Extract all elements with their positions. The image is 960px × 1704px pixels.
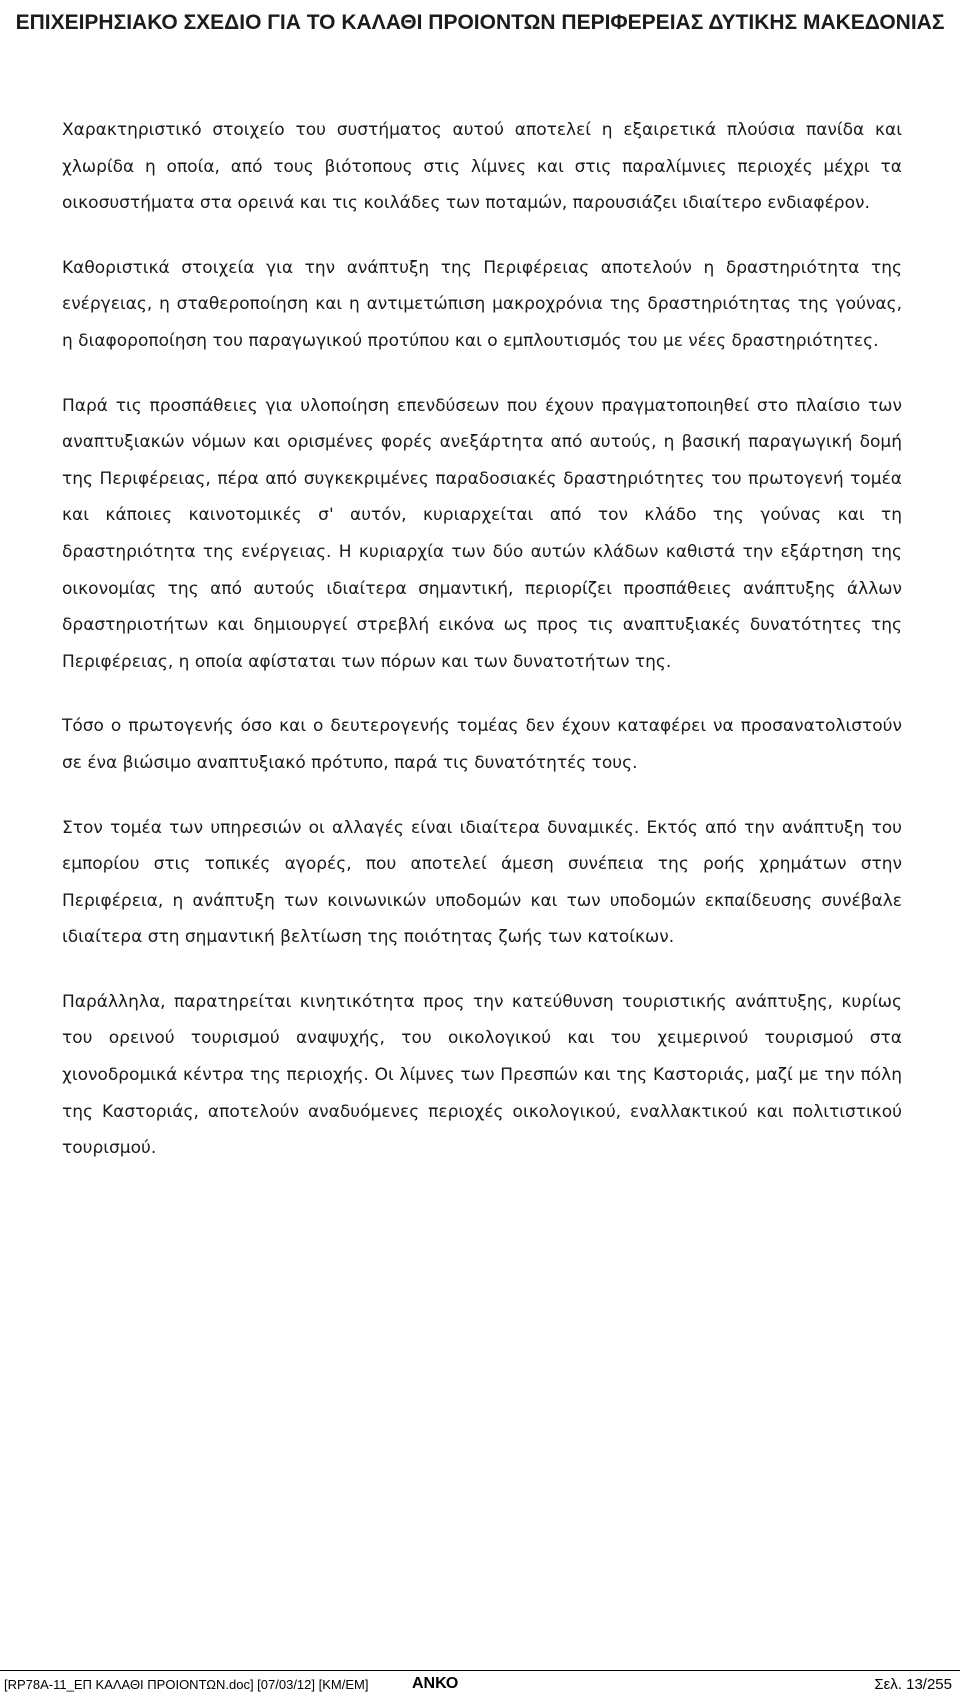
document-body [62,112,902,1195]
document-title: ΕΠΙΧΕΙΡΗΣΙΑΚΟ ΣΧΕΔΙΟ ΓΙΑ ΤΟ ΚΑΛΑΘΙ ΠΡΟΙΟΝΤΩΝ ΠΕΡΙΦΕΡΕΙΑΣ ΔΥΤΙΚΗΣ ΜΑΚΕΔΟΝΙΑΣ [15,11,945,34]
paragraph-1: Χαρακτηριστικό στοιχείο του συστήματος αυτού αποτελεί η εξαιρετικά πλούσια πανίδα και χλωρίδα η οποία, από τους βιότοπους στις λίμνες και στις παραλίμνιες περιοχές μέχρι τα οικοσυστήματα στα ορεινά και τις κοιλάδες των ποταμών, παρουσιάζει ιδιαίτερο ενδιαφέρον. [62,120,902,214]
paragraph-3: Παρά τις προσπάθειες για υλοποίηση επενδύσεων που έχουν πραγματοποιηθεί στο πλαίσιο των αναπτυξιακών νόμων και ορισμένες φορές ανεξάρτητα από αυτούς, η βασική παραγωγική δομή της Περιφέρειας, πέρα από συγκεκριμένες παραδοσιακές δραστηριότητες του πρωτογενή τομέα και κάποιες καινοτομικές σ' αυτόν, κυριαρχείται από τον κλάδο της γούνας και τη δραστηριότητα της ενέργειας. Η κυριαρχία των δύο αυτών κλάδων καθιστά την εξάρτηση της οικονομίας της από αυτούς ιδιαίτερα σημαντική, περιορίζει προσπάθειες ανάπτυξης άλλων δραστηριοτήτων και δημιουργεί στρεβλή εικόνα ως προς τις αναπτυξιακές δυνατότητες της Περιφέρειας, η οποία αφίσταται των πόρων και των δυνατοτήτων της. [62,395,902,672]
footer-page-number: Σελ. 13/255 [874,1676,952,1693]
page-footer [0,1670,960,1700]
footer-divider [0,1670,960,1671]
footer-file-info: [RP78A-11_ΕΠ ΚΑΛΑΘΙ ΠΡΟΙΟΝΤΩΝ.doc] [07/03/12] [KM/EM] [4,1677,369,1692]
paragraph-4: Τόσο ο πρωτογενής όσο και ο δευτερογενής τομέας δεν έχουν καταφέρει να προσανατολιστούν σε ένα βιώσιμο αναπτυξιακό πρότυπο, παρά τις δυνατότητές τους. [62,716,902,773]
footer-company: ΑΝΚΟ [412,1675,459,1692]
paragraph-5: Στον τομέα των υπηρεσιών οι αλλαγές είναι ιδιαίτερα δυναμικές. Εκτός από την ανάπτυξη του εμπορίου στις τοπικές αγορές, που αποτελεί άμεση συνέπεια της ροής χρημάτων στην Περιφέρεια, η ανάπτυξη των κοινωνικών υποδομών και των υποδομών εκπαίδευσης συνέβαλε ιδιαίτερα στη σημαντική βελτίωση της ποιότητας ζωής των κατοίκων. [62,817,902,948]
paragraph-2: Καθοριστικά στοιχεία για την ανάπτυξη της Περιφέρειας αποτελούν η δραστηριότητα της ενέργειας, η σταθεροποίηση και η αντιμετώπιση μακροχρόνια της δραστηριότητας της γούνας, η διαφοροποίηση του παραγωγικού προτύπου και ο εμπλουτισμός του με νέες δραστηριότητες. [62,257,902,351]
paragraph-6: Παράλληλα, παρατηρείται κινητικότητα προς την κατεύθυνση τουριστικής ανάπτυξης, κυρίως του ορεινού τουρισμού αναψυχής, του οικολογικού και του χειμερινού τουρισμού στα χιονοδρομικά κέντρα της περιοχής. Οι λίμνες των Πρεσπών και της Καστοριάς, μαζί με την πόλη της Καστοριάς, αποτελούν αναδυόμενες περιοχές οικολογικού, εναλλακτικού και πολιτιστικού τουρισμού. [62,991,902,1159]
page-header [0,8,960,38]
